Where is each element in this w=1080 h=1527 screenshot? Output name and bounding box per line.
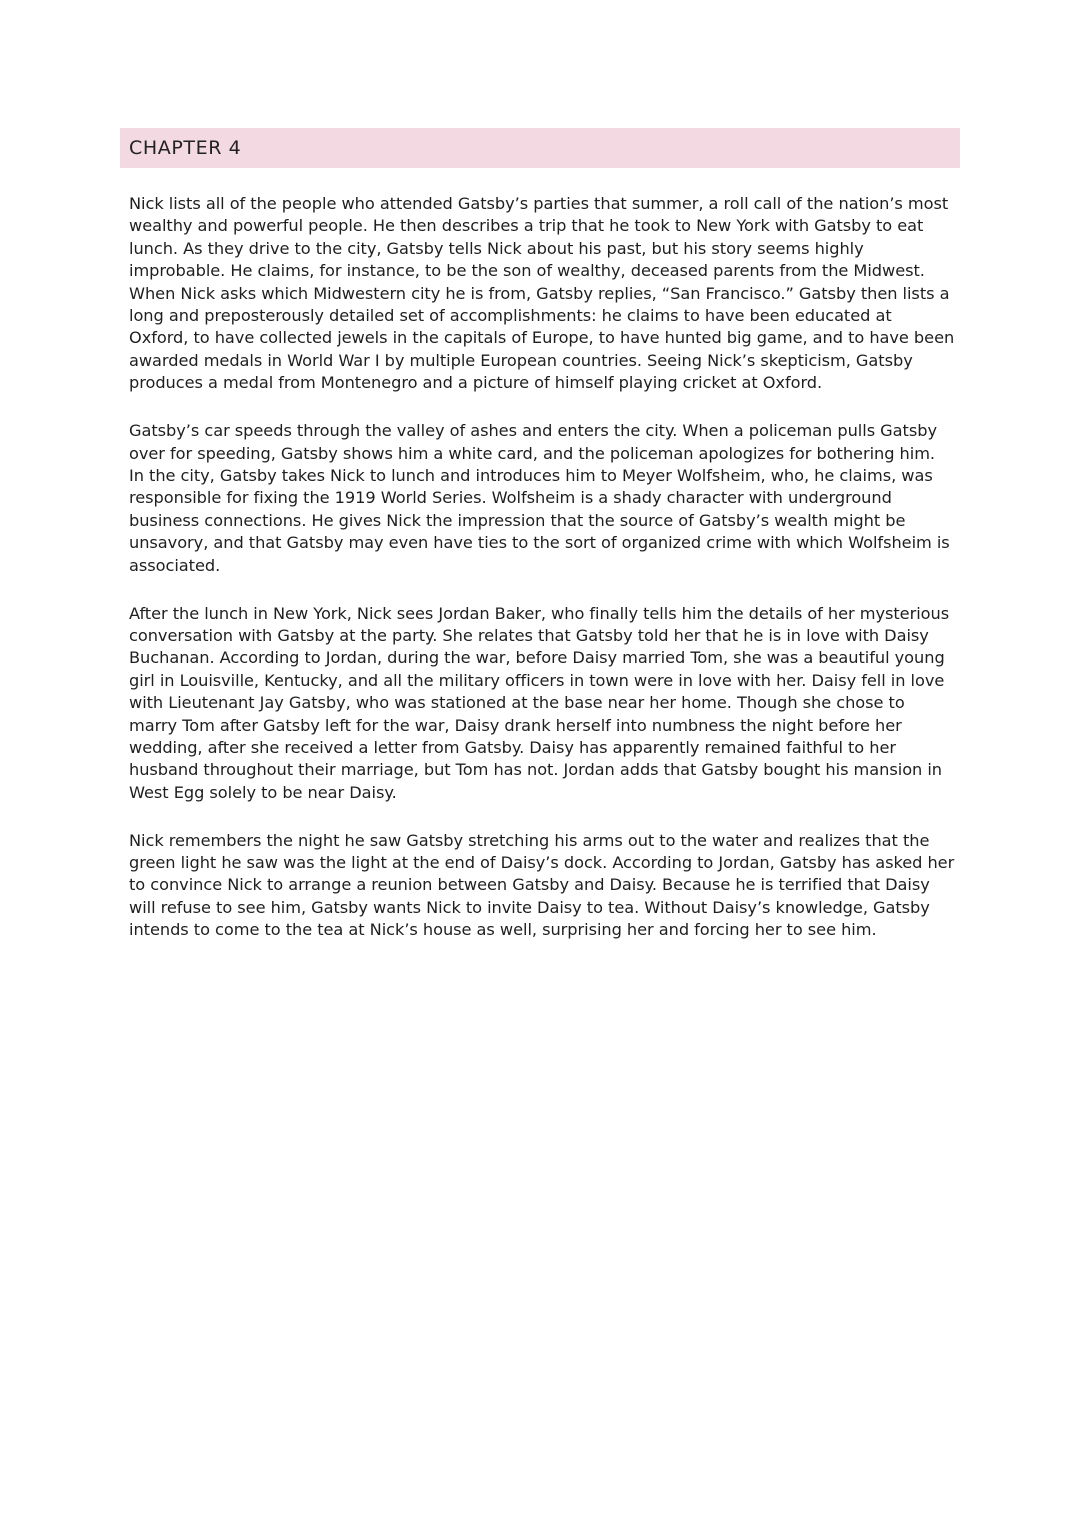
chapter-title: CHAPTER 4 [129,137,242,159]
paragraph-4: Nick remembers the night he saw Gatsby stretching his arms out to the water and realizes that the green light he saw was the light at the end of Daisy’s dock. According to Jordan, Gatsby has asked her to convince Nick to arrange a reunion between Gatsby and Daisy. Because he is terrified that Daisy will refuse to see him, Gatsby wants Nick to invite Daisy to tea. Without Daisy’s knowledge, Gatsby intends to come to the tea at Nick’s house as well, surprising her and forcing her to see him. [129,830,955,940]
paragraph-3: After the lunch in New York, Nick sees Jordan Baker, who finally tells him the details of her mysterious conversation with Gatsby at the party. She relates that Gatsby told her that he is in love with Daisy Buchanan. According to Jordan, during the war, before Daisy married Tom, she was a beautiful young girl in Louisville, Kentucky, and all the military officers in town were in love with her. Daisy fell in love with Lieutenant Jay Gatsby, who was stationed at the base near her home. Though she chose to marry Tom after Gatsby left for the war, Daisy drank herself into numbness the night before her wedding, after she received a letter from Gatsby. Daisy has apparently remained faithful to her husband throughout their marriage, but Tom has not. Jordan adds that Gatsby bought his mansion in West Egg solely to be near Daisy. [129,603,950,802]
paragraph-2: Gatsby’s car speeds through the valley of ashes and enters the city. When a policeman pulls Gatsby over for speeding, Gatsby shows him a white card, and the policeman apologizes for bothering him. In the city, Gatsby takes Nick to lunch and introduces him to Meyer Wolfsheim, who, he claims, was responsible for fixing the 1919 World Series. Wolfsheim is a shady character with underground business connections. He gives Nick the impression that the source of Gatsby’s wealth might be unsavory, and that Gatsby may even have ties to the sort of organized crime with which Wolfsheim is associated. [129,421,950,575]
chapter-heading-band [120,128,960,168]
chapter-summary-body [129,193,955,967]
paragraph-1: Nick lists all of the people who attended Gatsby’s parties that summer, a roll call of the nation’s most wealthy and powerful people. He then describes a trip that he took to New York with Gatsby to eat lunch. As they drive to the city, Gatsby tells Nick about his past, but his story seems highly improbable. He claims, for instance, to be the son of wealthy, deceased parents from the Midwest. When Nick asks which Midwestern city he is from, Gatsby replies, “San Francisco.” Gatsby then lists a long and preposterously detailed set of accomplishments: he claims to have been educated at Oxford, to have collected jewels in the capitals of Europe, to have hunted big game, and to have been awarded medals in World War I by multiple European countries. Seeing Nick’s skepticism, Gatsby produces a medal from Montenegro and a picture of himself playing cricket at Oxford. [129,194,955,393]
